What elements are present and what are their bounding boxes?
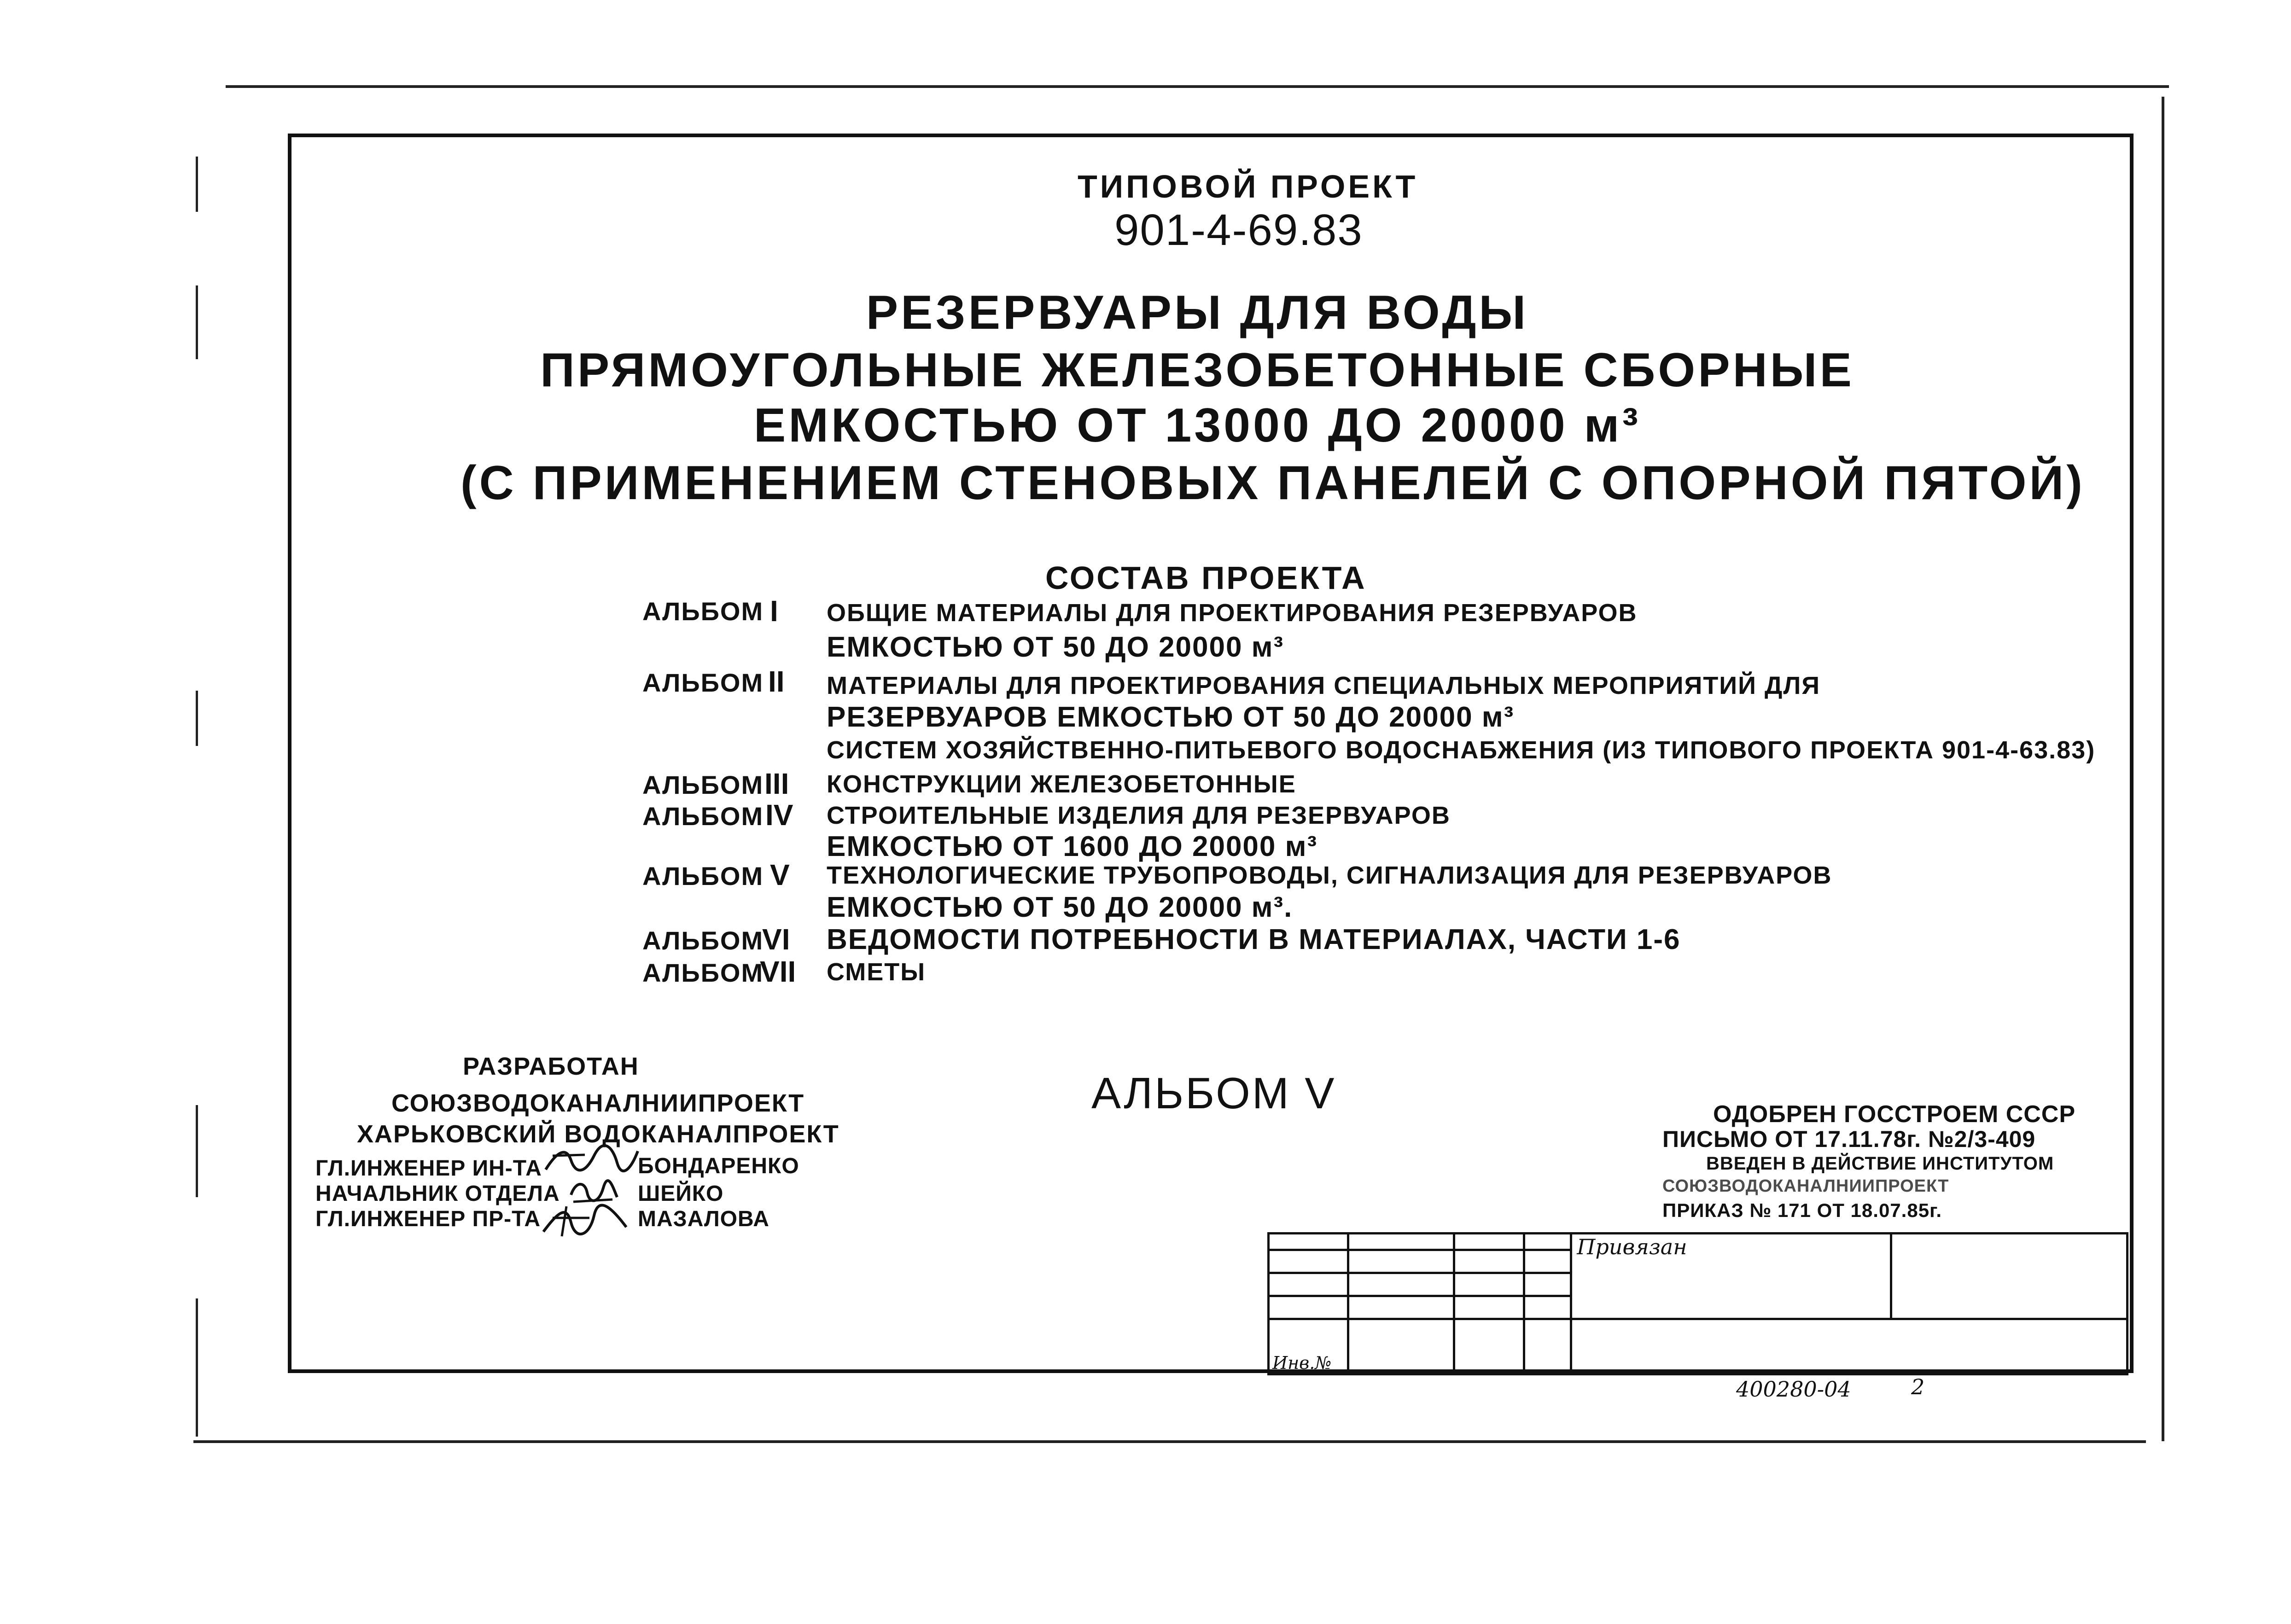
album-number: VI (762, 923, 790, 956)
album-line: ТЕХНОЛОГИЧЕСКИЕ ТРУБОПРОВОДЫ, СИГНАЛИЗАЦИЯ ДЛЯ РЕЗЕРВУАРОВ (827, 861, 1832, 889)
page-number: 2 (1911, 1374, 1925, 1399)
album-label: АЛЬБОМ (642, 668, 764, 697)
current-album-label: АЛЬБОМ V (1091, 1069, 1336, 1118)
outer-left-dash-1 (196, 157, 198, 212)
album-line: ОБЩИЕ МАТЕРИАЛЫ ДЛЯ ПРОЕКТИРОВАНИЯ РЕЗЕРВУАРОВ (827, 599, 1638, 627)
project-type-label: ТИПОВОЙ ПРОЕКТ (1078, 169, 1418, 204)
album-number: VII (760, 955, 796, 988)
name-bondarenko: БОНДАРЕНКО (638, 1154, 799, 1178)
outer-left-dash-3 (196, 691, 198, 746)
album-label: АЛЬБОМ (642, 958, 764, 987)
developer-heading: РАЗРАБОТАН (463, 1053, 639, 1080)
album-line: ВЕДОМОСТИ ПОТРЕБНОСТИ В МАТЕРИАЛАХ, ЧАСТИ 1-6 (827, 924, 1681, 955)
album-number: IV (765, 798, 793, 832)
album-label: АЛЬБОМ (642, 926, 764, 955)
inventory-number-label: Инв.№ (1272, 1353, 1332, 1373)
album-line: КОНСТРУКЦИИ ЖЕЛЕЗОБЕТОННЫЕ (827, 770, 1296, 798)
title-line-1: РЕЗЕРВУАРЫ ДЛЯ ВОДЫ (866, 286, 1529, 339)
album-label: АЛЬБОМ (642, 770, 764, 799)
outer-bottom-line (193, 1440, 2146, 1443)
title-line-3: ЕМКОСТЬЮ ОТ 13000 ДО 20000 м³ (753, 399, 1641, 452)
name-mazalova: МАЗАЛОВА (638, 1207, 769, 1231)
album-line: СТРОИТЕЛЬНЫЕ ИЗДЕЛИЯ ДЛЯ РЕЗЕРВУАРОВ (827, 802, 1451, 829)
developer-org-2: ХАРЬКОВСКИЙ ВОДОКАНАЛПРОЕКТ (357, 1120, 839, 1148)
role-department-head: НАЧАЛЬНИК ОТДЕЛА (315, 1182, 560, 1206)
outer-left-dash-5 (196, 1298, 198, 1437)
title-line-2: ПРЯМОУГОЛЬНЫЕ ЖЕЛЕЗОБЕТОННЫЕ СБОРНЫЕ (540, 343, 1854, 397)
role-chief-engineer-institute: ГЛ.ИНЖЕНЕР ИН-ТА (315, 1156, 542, 1181)
title-line-4: (С ПРИМЕНЕНИЕМ СТЕНОВЫХ ПАНЕЛЕЙ С ОПОРНОЙ ПЯТОЙ) (461, 456, 2085, 510)
album-number: III (764, 767, 789, 800)
signature-mazalova (539, 1199, 631, 1241)
album-line: ЕМКОСТЬЮ ОТ 50 ДО 20000 м³. (827, 891, 1293, 923)
document-number: 400280-04 (1736, 1377, 1851, 1402)
approval-line-5: ПРИКАЗ № 171 ОТ 18.07.85г. (1662, 1199, 1942, 1221)
signature-bondarenko (543, 1142, 640, 1179)
album-number: V (770, 858, 790, 891)
title-stamp (1267, 1232, 2128, 1375)
bound-label: Привязан (1577, 1234, 1687, 1259)
project-code: 901-4-69.83 (1114, 205, 1363, 255)
album-line: СМЕТЫ (827, 958, 926, 986)
album-line: МАТЕРИАЛЫ ДЛЯ ПРОЕКТИРОВАНИЯ СПЕЦИАЛЬНЫХ МЕРОПРИЯТИЙ ДЛЯ (827, 672, 1821, 699)
composition-heading: СОСТАВ ПРОЕКТА (1045, 560, 1367, 596)
album-line: РЕЗЕРВУАРОВ ЕМКОСТЬЮ ОТ 50 ДО 20000 м³ (827, 701, 1515, 733)
outer-top-line (226, 85, 2169, 88)
album-label: АЛЬБОМ (642, 597, 764, 626)
album-label: АЛЬБОМ (642, 802, 764, 831)
approval-line-1: ОДОБРЕН ГОССТРОЕМ СССР (1713, 1101, 2076, 1128)
album-number: II (768, 665, 785, 698)
approval-line-4: СОЮЗВОДОКАНАЛНИИПРОЕКТ (1662, 1176, 1949, 1196)
name-sheyko: ШЕЙКО (638, 1182, 724, 1206)
approval-line-3: ВВЕДЕН В ДЕЙСТВИЕ ИНСТИТУТОМ (1706, 1153, 2054, 1174)
album-number: I (770, 594, 778, 628)
role-chief-engineer-project: ГЛ.ИНЖЕНЕР ПР-ТА (315, 1207, 541, 1231)
outer-left-dash-2 (196, 285, 198, 359)
approval-line-2: ПИСЬМО ОТ 17.11.78г. №2/3-409 (1662, 1126, 2036, 1152)
album-line: ЕМКОСТЬЮ ОТ 50 ДО 20000 м³ (827, 631, 1284, 663)
outer-left-dash-4 (196, 1105, 198, 1197)
developer-org-1: СОЮЗВОДОКАНАЛНИИПРОЕКТ (391, 1089, 805, 1117)
outer-right-line (2162, 97, 2164, 1441)
album-line: ЕМКОСТЬЮ ОТ 1600 ДО 20000 м³ (827, 831, 1318, 862)
album-line: СИСТЕМ ХОЗЯЙСТВЕННО-ПИТЬЕВОГО ВОДОСНАБЖЕНИЯ (ИЗ ТИПОВОГО ПРОЕКТА 901-4-63.83) (827, 736, 2096, 764)
album-label: АЛЬБОМ (642, 861, 764, 891)
